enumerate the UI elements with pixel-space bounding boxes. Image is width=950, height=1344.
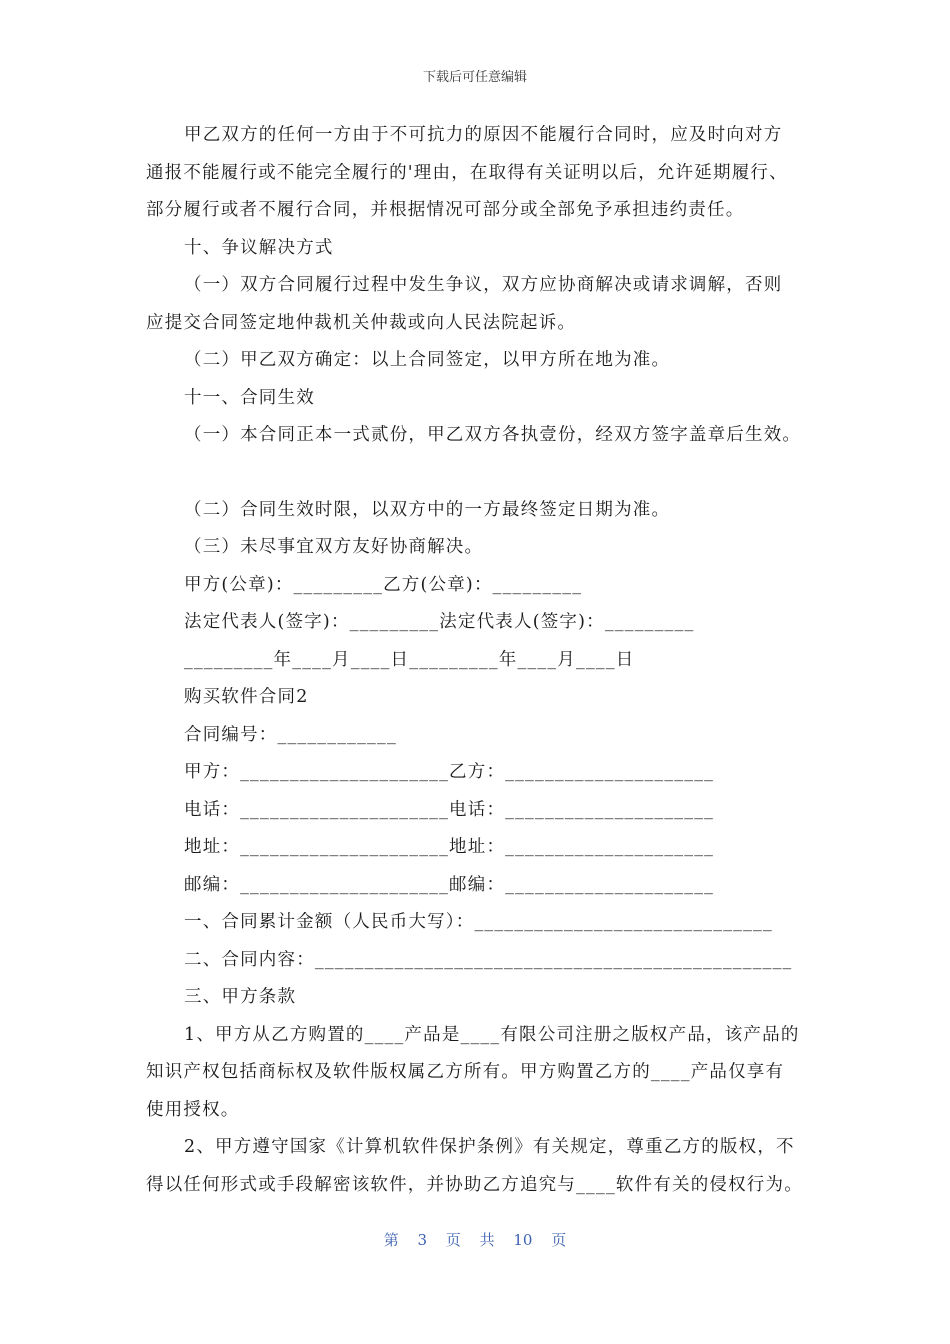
text-line: 使用授权。	[146, 1099, 240, 1120]
page-number: 3	[417, 1231, 428, 1249]
text-line: 知识产权包括商标权及软件版权属乙方所有。甲方购置乙方的____产品仅享有	[146, 1062, 785, 1082]
text-line: 电话：_____________________电话：_____________________	[184, 799, 715, 820]
end-label: 页	[551, 1231, 567, 1249]
text-line: （二）甲乙双方确定：以上合同签定，以甲方所在地为准。	[184, 350, 671, 370]
text-line: 一、合同累计金额（人民币大写）：______________________________	[184, 912, 773, 932]
text-line: 三、甲方条款	[184, 987, 297, 1007]
text-line: 购买软件合同2	[184, 687, 309, 707]
text-line: 十一、合同生效	[184, 387, 315, 408]
text-line: 二、合同内容：________________________________________________	[184, 949, 793, 970]
text-line: 甲方：_____________________乙方：_____________________	[184, 762, 715, 782]
total-pages: 10	[513, 1231, 533, 1249]
text-line: 应提交合同签定地仲裁机关仲裁或向人民法院起诉。	[146, 312, 577, 333]
page-label: 第	[383, 1231, 399, 1249]
text-line: _________年____月____日_________年____月____日	[184, 649, 635, 670]
document-body	[146, 117, 810, 1204]
text-line: 甲方(公章)：_________乙方(公章)：_________	[184, 574, 583, 595]
text-line: 2、甲方遵守国家《计算机软件保护条例》有关规定，尊重乙方的版权，不	[184, 1137, 795, 1157]
text-line: （一）双方合同履行过程中发生争议，双方应协商解决或请求调解，否则	[184, 275, 783, 295]
text-line: 1、甲方从乙方购置的____产品是____有限公司注册之版权产品，该产品的	[184, 1024, 800, 1045]
text-line: 十、争议解决方式	[184, 237, 334, 258]
text-line: 部分履行或者不履行合同，并根据情况可部分或全部免予承担违约责任。	[146, 200, 745, 220]
text-line: 通报不能履行或不能完全履行的'理由，在取得有关证明以后，允许延期履行、	[146, 162, 788, 183]
text-line: 甲乙双方的任何一方由于不可抗力的原因不能履行合同时，应及时向对方	[184, 125, 783, 145]
page-footer	[0, 1229, 950, 1250]
text-line: 法定代表人(签字)：_________法定代表人(签字)：_________	[184, 612, 695, 632]
text-line: 得以任何形式或手段解密该软件，并协助乙方追究与____软件有关的侵权行为。	[146, 1174, 803, 1195]
text-line: （三）未尽事宜双方友好协商解决。	[184, 537, 484, 557]
text-line: 邮编：_____________________邮编：_____________________	[184, 874, 715, 895]
text-line: （一）本合同正本一式贰份，甲乙双方各执壹份，经双方签字盖章后生效。	[184, 425, 802, 445]
blank-line	[146, 455, 810, 492]
text-line: 合同编号：____________	[184, 724, 397, 745]
text-line: 地址：_____________________地址：_____________________	[184, 837, 715, 857]
text-line: （二）合同生效时限，以双方中的一方最终签定日期为准。	[184, 499, 671, 520]
page-header: 下载后可任意编辑	[422, 70, 527, 85]
of-label: 页 共	[445, 1231, 495, 1249]
